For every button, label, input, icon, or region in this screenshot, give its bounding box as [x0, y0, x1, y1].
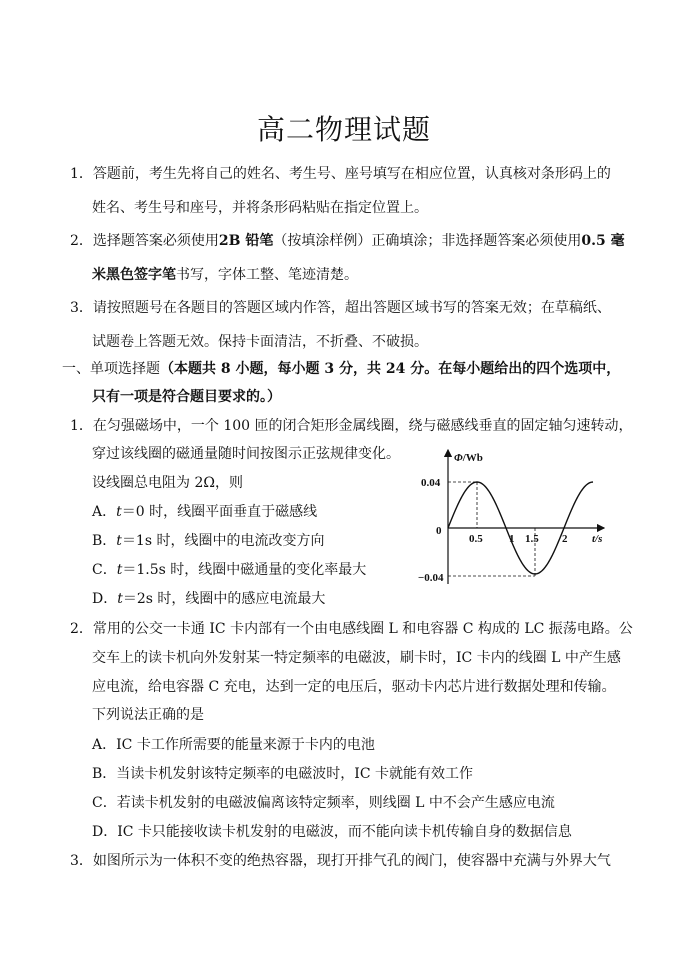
y-tick-pos: 0.04 [421, 477, 441, 489]
q2-option-d: D．IC 卡只能接收读卡机发射的电磁波，而不能向读卡机传输自身的数据信息 [92, 824, 572, 840]
origin-label: 0 [436, 525, 442, 537]
q1-option-c: C．t＝1.5s 时，线圈中磁通量的变化率最大 [92, 562, 367, 578]
y-tick-neg: −0.04 [418, 572, 444, 584]
note-number: 2． [70, 233, 93, 249]
note-1-line-1: 1．答题前，考生先将自己的姓名、考生号、座号填写在相应位置，认真核对条形码上的 [70, 166, 611, 182]
q2-option-a: A．IC 卡工作所需要的能量来源于卡内的电池 [92, 737, 375, 753]
q2-line-1: 2．常用的公交一卡通 IC 卡内部有一个由电感线圈 L 和电容器 C 构成的 LC 振荡电路。公 [70, 621, 633, 637]
question-number: 1． [70, 418, 93, 434]
question-number: 3． [70, 853, 93, 869]
note-number: 3． [70, 300, 93, 316]
section-heading-line-2: 只有一项是符合题目要求的。） [92, 389, 281, 405]
q1-line-2: 穿过该线圈的磁通量随时间按图示正弦规律变化。 [92, 446, 400, 462]
note-2-line-1: 2．选择题答案必须使用2B 铅笔（按填涂样例）正确填涂；非选择题答案必须使用0.5 毫 [70, 233, 625, 249]
q2-line-4: 下列说法正确的是 [92, 707, 204, 723]
note-1-line-2: 姓名、考生号和座号，并将条形码粘贴在指定位置上。 [92, 200, 428, 216]
question-number: 2． [70, 621, 93, 637]
note-2-line-2: 米黑色签字笔书写，字体工整、笔迹清楚。 [92, 267, 358, 283]
y-axis-label: Φ/Wb [454, 452, 483, 464]
q1-line-1: 1．在匀强磁场中，一个 100 匝的闭合矩形金属线圈，绕与磁感线垂直的固定轴匀速转动， [70, 418, 633, 434]
note-number: 1． [70, 166, 93, 182]
q2-option-c: C．若读卡机发射的电磁波偏离该特定频率，则线圈 L 中不会产生感应电流 [92, 795, 555, 811]
q1-option-a: A．t＝0 时，线圈平面垂直于磁感线 [92, 504, 318, 520]
section-heading: 一、单项选择题（本题共 8 小题，每小题 3 分，共 24 分。在每小题给出的四个选项中， [62, 361, 621, 377]
x-axis-label: t/s [592, 533, 603, 545]
page-title: 高二物理试题 [256, 113, 431, 146]
q2-line-3: 应电流，给电容器 C 充电，达到一定的电压后，驱动卡内芯片进行数据处理和传输。 [92, 679, 616, 695]
flux-time-graph [418, 444, 608, 590]
q1-option-b: B．t＝1s 时，线圈中的电流改变方向 [92, 533, 325, 549]
q1-line-3: 设线圈总电阻为 2Ω，则 [92, 475, 243, 491]
note-3-line-1: 3．请按照题号在各题目的答题区域内作答，超出答题区域书写的答案无效；在草稿纸、 [70, 300, 611, 316]
x-tick-1-5: 1.5 [525, 533, 539, 545]
q1-option-d: D．t＝2s 时，线圈中的感应电流最大 [92, 591, 326, 607]
q2-line-2: 交车上的读卡机向外发射某一特定频率的电磁波，刷卡时，IC 卡内的线圈 L 中产生感 [92, 650, 621, 666]
x-tick-2: 2 [562, 533, 568, 545]
q2-option-b: B．当读卡机发射该特定频率的电磁波时，IC 卡就能有效工作 [92, 766, 473, 782]
x-tick-1: 1 [509, 533, 515, 545]
q3-line-1: 3．如图所示为一体积不变的绝热容器，现打开排气孔的阀门，使容器中充满与外界大气 [70, 853, 611, 869]
note-3-line-2: 试题卷上答题无效。保持卡面清洁，不折叠、不破损。 [92, 334, 428, 350]
x-tick-0-5: 0.5 [469, 533, 483, 545]
